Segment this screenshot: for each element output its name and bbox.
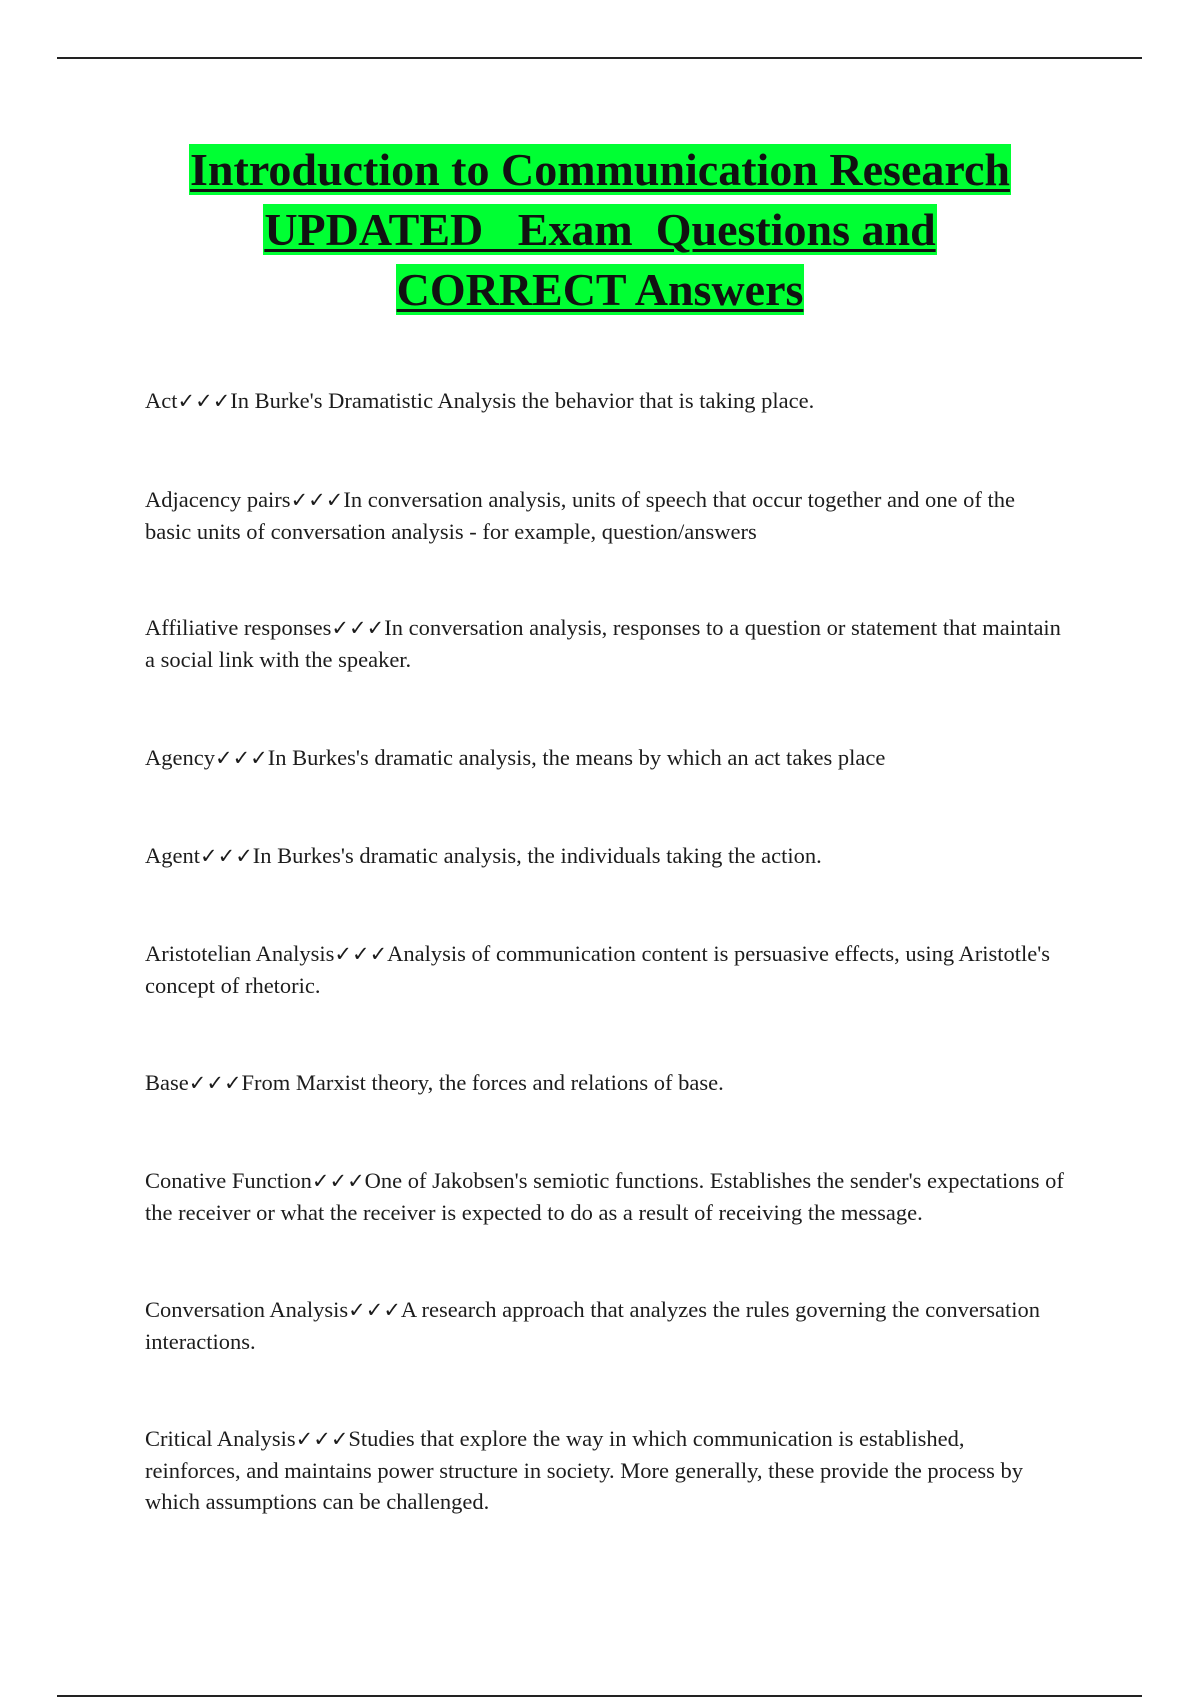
check-marks-icon: ✓✓✓	[214, 746, 268, 770]
title-line-text: UPDATED Exam Questions and	[264, 204, 936, 255]
entry-definition: A research approach that analyzes the rules governing the conversation interactions.	[145, 1297, 1041, 1354]
entry-term: Agency	[145, 745, 215, 770]
title-line	[60, 260, 1140, 320]
glossary-entry	[145, 385, 1065, 417]
check-marks-icon: ✓✓✓	[200, 844, 253, 868]
entry-term: Aristotelian Analysis	[145, 941, 335, 966]
title-line-text: Introduction to Communication Research	[190, 144, 1010, 195]
top-rule	[57, 57, 1142, 59]
check-marks-icon: ✓✓✓	[311, 1169, 365, 1193]
check-marks-icon: ✓✓✓	[334, 942, 388, 966]
entry-term: Conversation Analysis	[145, 1297, 349, 1322]
entry-definition: In Burke's Dramatistic Analysis the behavior that is taking place.	[230, 388, 815, 413]
glossary-entry	[145, 1423, 1065, 1517]
check-marks-icon: ✓✓✓	[331, 616, 385, 640]
glossary-list	[145, 385, 1065, 1517]
glossary-entry	[145, 612, 1065, 675]
glossary-entry	[145, 1067, 1065, 1099]
document-title	[60, 140, 1140, 320]
entry-definition: From Marxist theory, the forces and relations of base.	[241, 1070, 724, 1095]
title-line	[60, 140, 1140, 200]
entry-definition: In conversation analysis, responses to a question or statement that maintain a social link with the speaker.	[145, 615, 1061, 672]
title-line	[60, 200, 1140, 260]
bottom-rule	[57, 1695, 1142, 1697]
check-marks-icon: ✓✓✓	[177, 389, 231, 413]
check-marks-icon: ✓✓✓	[295, 1427, 349, 1451]
entry-term: Agent	[145, 843, 200, 868]
entry-term: Critical Analysis	[145, 1426, 296, 1451]
entry-definition: Analysis of communication content is persuasive effects, using Aristotle's concept of rhetoric.	[145, 941, 1051, 998]
glossary-entry	[145, 840, 1065, 872]
entry-term: Adjacency pairs	[145, 487, 291, 512]
title-line-text: CORRECT Answers	[396, 264, 804, 315]
glossary-entry	[145, 938, 1065, 1001]
glossary-entry	[145, 742, 1065, 774]
entry-term: Affiliative responses	[145, 615, 332, 640]
check-marks-icon: ✓✓✓	[188, 1071, 242, 1095]
entry-definition: In conversation analysis, units of speech that occur together and one of the basic units of conversation analysis - for example, question/answers	[145, 487, 1016, 544]
entry-term: Base	[145, 1070, 189, 1095]
entry-term: Act	[145, 388, 178, 413]
entry-definition: Studies that explore the way in which communication is established, reinforces, and maintains power structure in society. More generally, these provide the process by which assumptions can be challenged.	[145, 1426, 1024, 1514]
entry-definition: One of Jakobsen's semiotic functions. Establishes the sender's expectations of the receiver or what the receiver is expected to do as a result of receiving the message.	[145, 1168, 1064, 1225]
entry-definition: In Burkes's dramatic analysis, the means by which an act takes place	[267, 745, 886, 770]
glossary-entry	[145, 484, 1065, 547]
check-marks-icon: ✓✓✓	[290, 488, 344, 512]
check-marks-icon: ✓✓✓	[348, 1298, 401, 1322]
entry-definition: In Burkes's dramatic analysis, the individuals taking the action.	[252, 843, 822, 868]
entry-term: Conative Function	[145, 1168, 312, 1193]
glossary-entry	[145, 1165, 1065, 1228]
glossary-entry	[145, 1294, 1065, 1357]
